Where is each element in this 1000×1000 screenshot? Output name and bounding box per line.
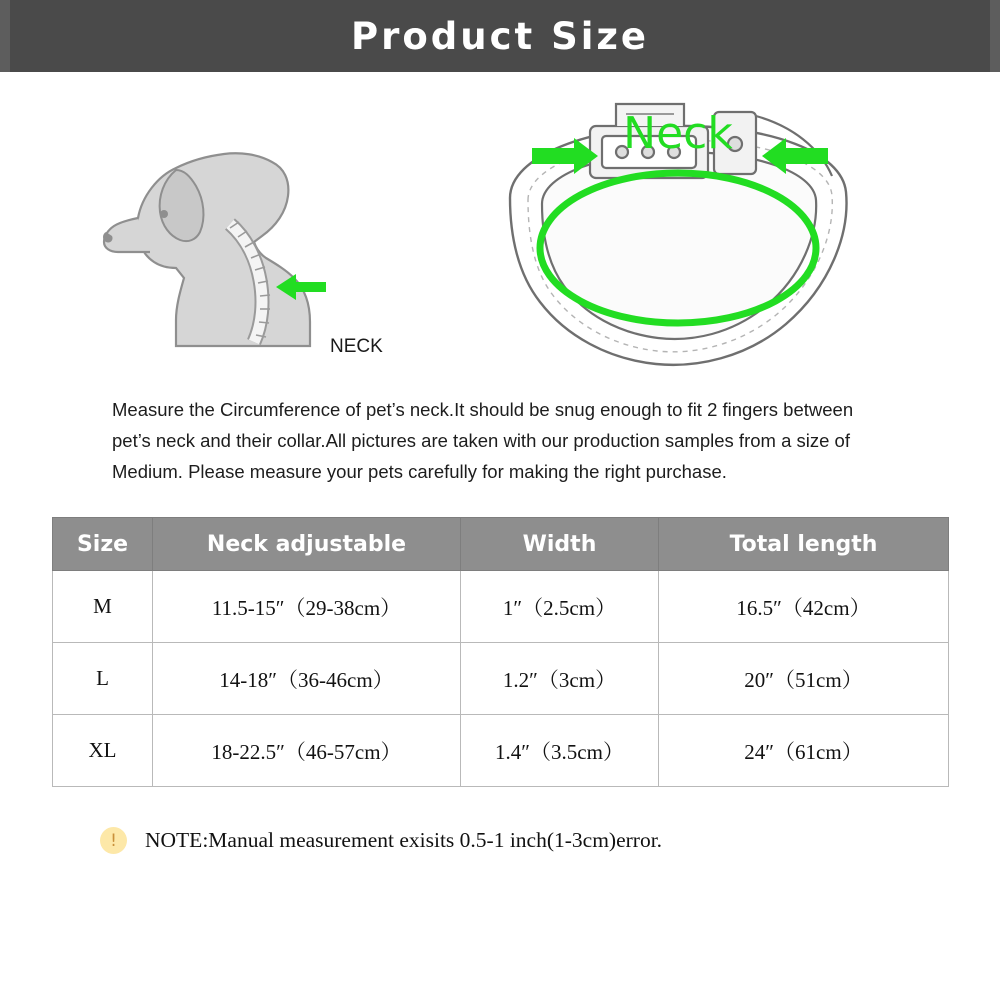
- cell-width: 1″（2.5cm）: [461, 571, 659, 643]
- cell-width: 1.2″（3cm）: [461, 643, 659, 715]
- table-row: [53, 643, 949, 715]
- table-header-row: [53, 518, 949, 571]
- header-edge-left: [0, 0, 10, 72]
- cell-size: L: [53, 643, 153, 715]
- illustration-row: [0, 86, 1000, 386]
- exclamation-icon: !: [100, 827, 127, 854]
- page-title: Product Size: [350, 14, 650, 58]
- size-table-wrapper: [52, 517, 948, 787]
- cell-width: 1.4″（3.5cm）: [461, 715, 659, 787]
- collar-neck-label: Neck: [623, 108, 733, 159]
- header-edge-right: [990, 0, 1000, 72]
- table-row: [53, 715, 949, 787]
- note-text: NOTE:Manual measurement exisits 0.5-1 inch(1-3cm)error.: [145, 828, 663, 852]
- table-header-neck: Neck adjustable: [153, 518, 461, 571]
- pet-collar-buckle-icon: [470, 86, 890, 376]
- table-header-width: Width: [461, 518, 659, 571]
- table-header-total-length: Total length: [659, 518, 949, 571]
- cell-total-length: 20″（51cm）: [659, 643, 949, 715]
- table-row: [53, 571, 949, 643]
- cell-neck: 11.5-15″（29-38cm）: [153, 571, 461, 643]
- dog-head-measuring-tape-icon: [80, 96, 410, 376]
- table-header-size: Size: [53, 518, 153, 571]
- size-table: [52, 517, 949, 787]
- page-header: [0, 0, 1000, 72]
- cell-neck: 14-18″（36-46cm）: [153, 643, 461, 715]
- cell-size: M: [53, 571, 153, 643]
- dog-neck-label: NECK: [330, 336, 383, 357]
- note-row: [0, 827, 1000, 854]
- cell-neck: 18-22.5″（46-57cm）: [153, 715, 461, 787]
- cell-total-length: 24″（61cm）: [659, 715, 949, 787]
- measure-instructions: Measure the Circumference of pet’s neck.It should be snug enough to fit 2 fingers between pet’s neck and their collar.All pictures are taken with our production samples from a size of Medium. Please measure your pets carefully for making the right purchase.: [112, 399, 854, 482]
- cell-size: XL: [53, 715, 153, 787]
- cell-total-length: 16.5″（42cm）: [659, 571, 949, 643]
